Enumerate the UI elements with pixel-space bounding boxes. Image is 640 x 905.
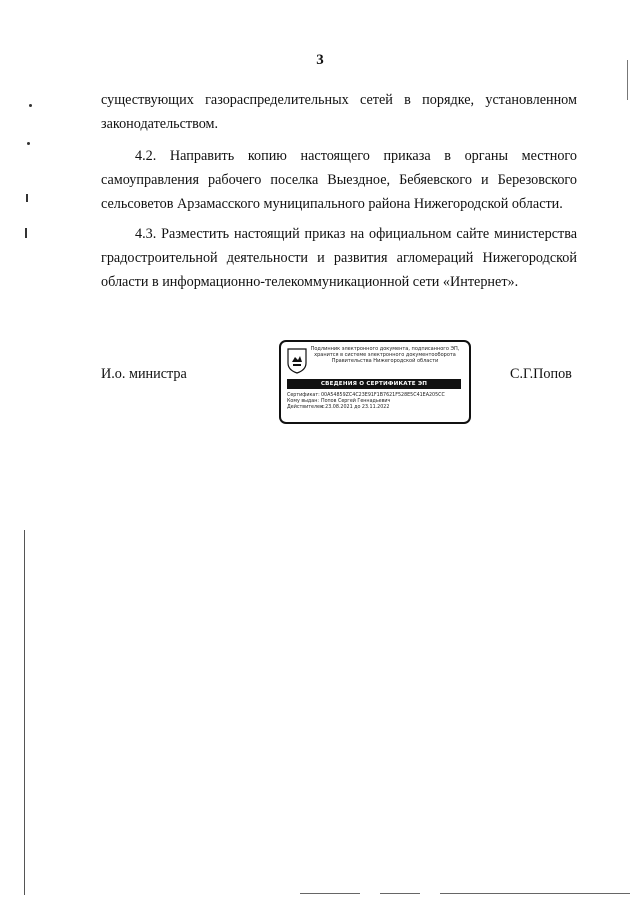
stamp-header-line: хранится в системе электронного документооборота (314, 352, 456, 358)
row-value: 00A54859ZC4C23E91F1B7621F528E5C41EA205CC (321, 393, 445, 398)
signer-position: И.о. министра (101, 366, 187, 382)
text-line: сельсоветов Арзамасского муниципального района Нижегородской области. (101, 196, 563, 212)
row-key: Действителен: (287, 405, 325, 410)
paragraph-4-2 (101, 144, 577, 216)
stamp-certificate-band: СВЕДЕНИЯ О СЕРТИФИКАТЕ ЭП (287, 379, 461, 389)
scan-edge-line (300, 893, 360, 894)
stamp-header-line: Правительства Нижегородской области (331, 358, 439, 364)
text-line: области в информационно-телекоммуникационной сети «Интернет». (101, 274, 519, 290)
electronic-signature-stamp (279, 340, 471, 424)
scan-speck (29, 104, 32, 107)
scan-speck (26, 194, 28, 202)
validity-row (287, 405, 463, 411)
stamp-details (287, 393, 463, 411)
scan-edge-line (627, 60, 628, 100)
row-key: Кому выдан: (287, 399, 319, 404)
scan-speck (25, 228, 27, 238)
text-line: законодательством. (101, 116, 219, 132)
signer-name: С.Г.Попов (510, 366, 572, 382)
scan-edge-line (24, 530, 25, 895)
scan-edge-line (440, 893, 630, 894)
text-line: самоуправления рабочего поселка Выездное, Бебяевского и Березовского (101, 172, 577, 188)
paragraph-1 (101, 88, 577, 136)
stamp-header (307, 346, 463, 364)
row-value: с 23.08.2021 до 23.11.2022 (321, 405, 390, 410)
page-number: 3 (316, 52, 324, 68)
text-line: 4.3. Разместить настоящий приказ на официальном сайте министерства (135, 226, 577, 242)
text-line: градостроительной деятельности и развития агломераций Нижегородской (101, 250, 577, 266)
coat-of-arms-icon (287, 348, 307, 374)
scan-speck (27, 142, 30, 145)
scan-edge-line (380, 893, 420, 894)
row-value: Попов Сергей Геннадьевич (321, 399, 391, 404)
paragraph-4-3 (101, 222, 577, 294)
row-key: Сертификат: (287, 393, 320, 398)
stamp-header-line: Подлинник электронного документа, подписанного ЭП, (310, 346, 460, 352)
text-line: 4.2. Направить копию настоящего приказа в органы местного (135, 148, 577, 164)
text-line: существующих газораспределительных сетей в порядке, установленном (101, 92, 577, 108)
